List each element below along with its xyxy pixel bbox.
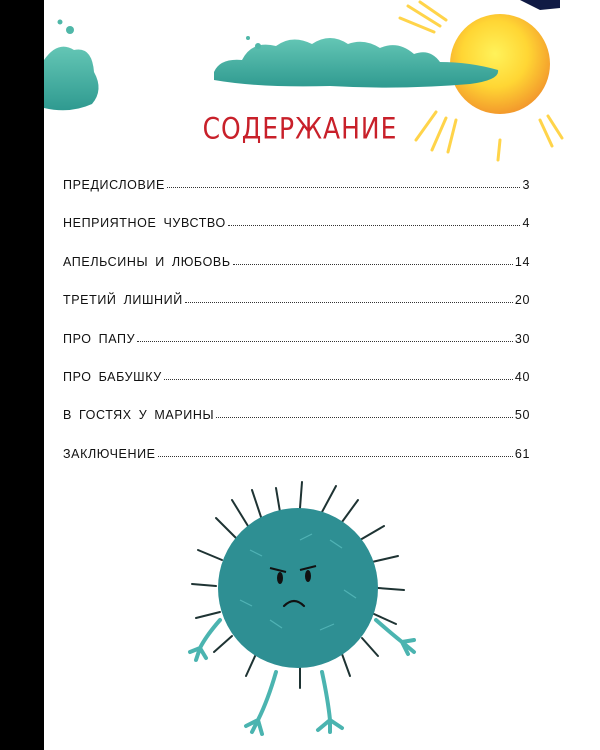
toc-entry-page: 61 [514,446,530,461]
toc-entry-title: ПРЕДИСЛОВИЕ [63,178,165,192]
toc-entry-page: 3 [522,178,530,192]
table-of-contents [63,172,530,479]
toc-entry-about-grandma[interactable] [63,364,530,384]
toc-entry-title: В ГОСТЯХ У МАРИНЫ [63,408,215,423]
toc-entry-conclusion[interactable] [63,441,530,461]
dot-leader [185,302,513,303]
dot-leader [216,417,513,418]
dot-leader [158,456,513,457]
toc-entry-unpleasant-feeling[interactable] [63,210,530,230]
toc-entry-page: 30 [514,331,530,346]
toc-entry-oranges-and-love[interactable] [63,249,530,269]
toc-entry-title: ТРЕТИЙ ЛИШНИЙ [63,293,183,308]
toc-entry-title: АПЕЛЬСИНЫ И ЛЮБОВЬ [63,254,231,269]
toc-entry-page: 20 [514,293,530,308]
toc-entry-visiting-marina[interactable] [63,402,530,422]
toc-entry-page: 50 [514,408,530,423]
toc-entry-page: 4 [522,216,530,231]
toc-entry-about-dad[interactable] [63,326,530,346]
toc-entry-page: 14 [514,254,530,269]
corner-mark [520,0,560,10]
dot-leader [137,341,513,342]
dot-leader [167,187,521,188]
dot-leader [233,264,513,265]
dot-leader [164,379,513,380]
toc-entry-title: ЗАКЛЮЧЕНИЕ [63,446,156,461]
toc-entry-title: ПРО ПАПУ [63,331,136,346]
toc-entry-preface[interactable] [63,172,530,192]
toc-entry-third-wheel[interactable] [63,287,530,307]
dot-leader [228,225,521,226]
toc-entry-title: ПРО БАБУШКУ [63,369,162,384]
toc-entry-page: 40 [514,369,530,384]
grumpy-creature-illustration [190,482,414,734]
contents-title: СОДЕРЖАНИЕ [202,111,398,146]
cloud-left [44,20,99,111]
toc-entry-title: НЕПРИЯТНОЕ ЧУВСТВО [63,216,226,231]
